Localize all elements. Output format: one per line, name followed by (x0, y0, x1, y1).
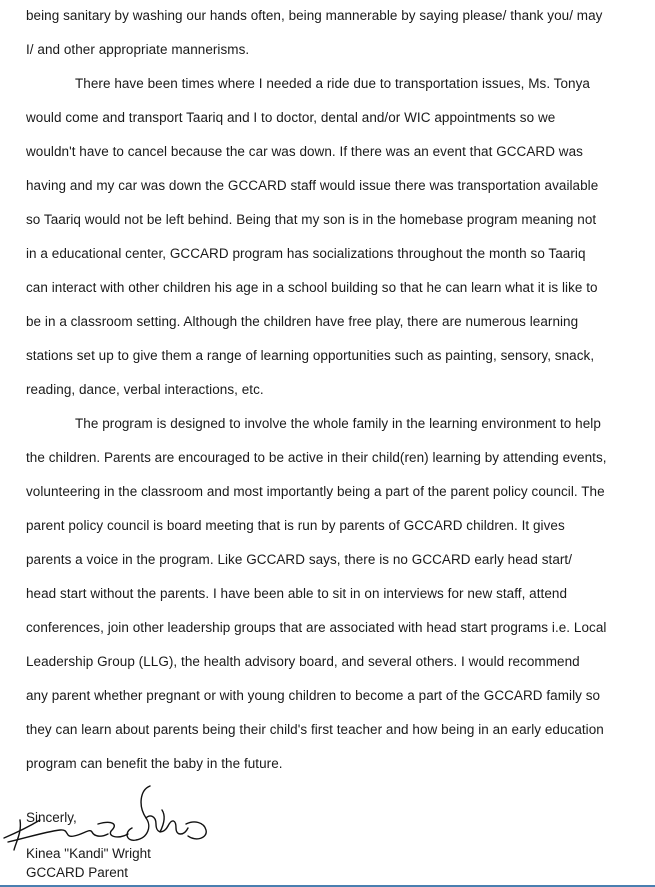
body-line: head start without the parents. I have been able to sit in on interviews for new staff, attend (26, 586, 568, 601)
body-line: volunteering in the classroom and most importantly being a part of the parent policy council. The (26, 484, 605, 499)
paragraph-start-line: The program is designed to involve the whole family in the learning environment to help (75, 416, 601, 431)
signer-title: GCCARD Parent (26, 865, 129, 880)
body-line: program can benefit the baby in the future. (26, 756, 283, 771)
body-line: parent policy council is board meeting that is run by parents of GCCARD children. It gives (26, 518, 565, 533)
body-line: any parent whether pregnant or with young children to become a part of the GCCARD family so (26, 688, 601, 703)
body-line: being sanitary by washing our hands often, being mannerable by saying please/ thank you/ may (26, 8, 603, 23)
body-line: wouldn't have to cancel because the car was down. If there was an event that GCCARD was (26, 144, 583, 159)
paragraph-start-line: There have been times where I needed a ride due to transportation issues, Ms. Tonya (75, 76, 590, 91)
body-line: in a educational center, GCCARD program has socializations throughout the month so Taariq (26, 246, 586, 261)
body-line: I/ and other appropriate mannerisms. (26, 42, 250, 57)
body-line: so Taariq would not be left behind. Being that my son is in the homebase program meaning not (26, 212, 597, 227)
body-line: can interact with other children his age in a school building so that he can learn what it is like to (26, 280, 598, 295)
body-line: Leadership Group (LLG), the health advisory board, and several others. I would recommend (26, 654, 580, 669)
body-line: conferences, join other leadership groups that are associated with head start programs i.e. Local (26, 620, 607, 635)
body-line: be in a classroom setting. Although the children have free play, there are numerous learning (26, 314, 579, 329)
body-line: reading, dance, verbal interactions, etc. (26, 382, 264, 397)
body-line: parents a voice in the program. Like GCCARD says, there is no GCCARD early head start/ (26, 552, 573, 567)
signer-name: Kinea "Kandi" Wright (26, 846, 151, 861)
body-line: the children. Parents are encouraged to be active in their child(ren) learning by attending events, (26, 450, 607, 465)
closing-salutation: Sincerly, (26, 810, 77, 825)
body-line: would come and transport Taariq and I to doctor, dental and/or WIC appointments so we (26, 110, 556, 125)
body-line: stations set up to give them a range of learning opportunities such as painting, sensory, snack, (26, 348, 595, 363)
body-line: having and my car was down the GCCARD staff would issue there was transportation available (26, 178, 599, 193)
body-line: they can learn about parents being their child's first teacher and how being in an early education (26, 722, 604, 737)
